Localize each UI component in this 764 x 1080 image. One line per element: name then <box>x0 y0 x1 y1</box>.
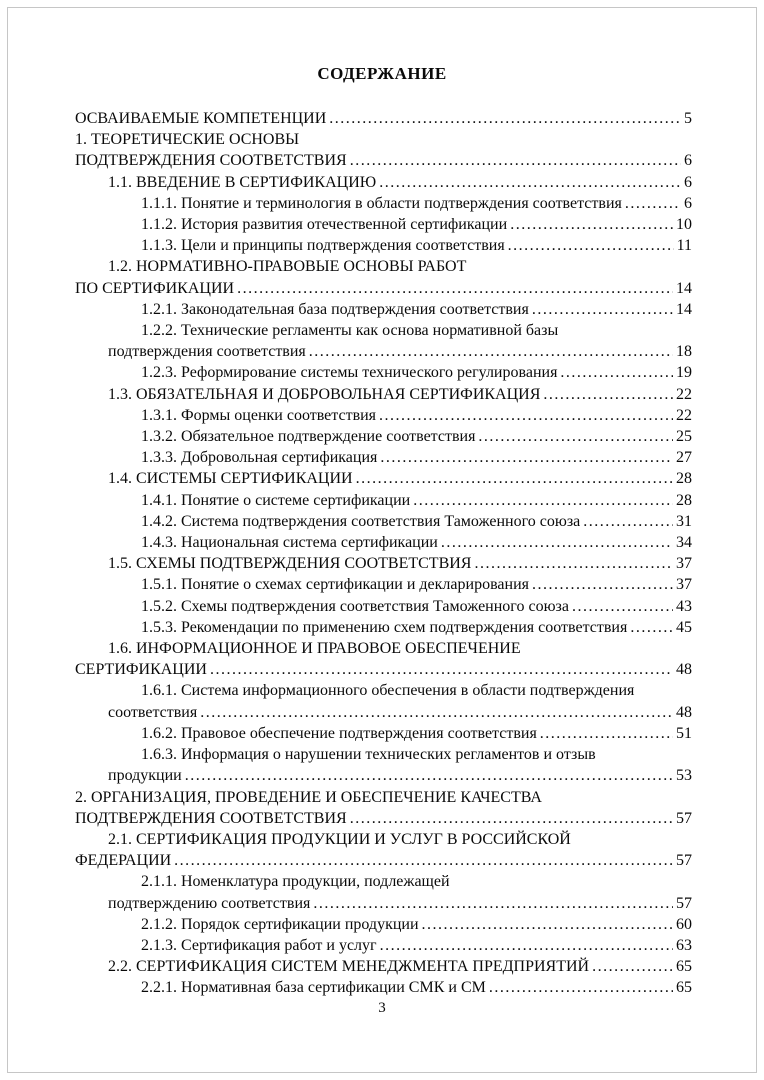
toc-line-text: 1.6.3. Информация о нарушении технических регламентов и отзыв <box>141 746 596 764</box>
toc-line-text: 1.5.3. Рекомендации по применению схем подтверждения соответствия <box>141 618 628 636</box>
toc-line <box>75 490 692 511</box>
dot-leader <box>313 893 673 914</box>
toc-line <box>75 256 692 277</box>
toc-line <box>75 532 692 553</box>
toc-line <box>75 193 692 214</box>
toc-line-text: ОСВАИВАЕМЫЕ КОМПЕТЕНЦИИ <box>75 110 327 127</box>
toc-line-page: 18 <box>676 343 692 361</box>
dot-leader <box>474 553 673 574</box>
dot-leader <box>489 977 673 998</box>
toc-line-page: 6 <box>684 152 692 170</box>
toc-line-text: продукции <box>108 767 182 785</box>
toc-line-page: 48 <box>676 661 692 679</box>
toc-line-page: 65 <box>676 958 692 976</box>
toc-line-text: 2.1.3. Сертификация работ и услуг <box>141 936 377 954</box>
toc-line-page: 65 <box>676 979 692 997</box>
toc-line-text: 2.1. СЕРТИФИКАЦИЯ ПРОДУКЦИИ И УСЛУГ В РОССИЙСКОЙ <box>108 830 571 848</box>
toc-line-page: 57 <box>676 852 692 870</box>
toc-line-page: 14 <box>676 300 692 318</box>
toc-title: СОДЕРЖАНИЕ <box>317 64 447 83</box>
toc-line-page: 14 <box>676 279 692 297</box>
dot-leader <box>630 617 673 638</box>
toc-line <box>75 511 692 532</box>
dot-leader <box>350 150 681 171</box>
toc-line <box>75 935 692 956</box>
dot-leader <box>625 193 681 214</box>
toc-line-page: 60 <box>676 915 692 933</box>
toc-line <box>75 299 692 320</box>
toc-line <box>75 468 692 489</box>
toc-line <box>75 320 692 341</box>
dot-leader <box>309 341 673 362</box>
dot-leader <box>174 850 673 871</box>
toc-line-text: 1.5.1. Понятие о схемах сертификации и декларирования <box>141 576 529 594</box>
dot-leader <box>592 956 673 977</box>
toc-line <box>75 787 692 808</box>
toc-line-text: соответствия <box>108 703 198 721</box>
toc-line-text: 1.4.3. Национальная система сертификации <box>141 534 438 552</box>
toc-line-page: 19 <box>676 364 692 382</box>
toc-line-page: 27 <box>676 449 692 467</box>
toc-line-text: 1.2.3. Реформирование системы технического регулирования <box>141 364 558 382</box>
dot-leader <box>422 914 673 935</box>
page-number: 3 <box>378 1000 386 1016</box>
toc-line <box>75 278 692 299</box>
toc-line-page: 37 <box>676 576 692 594</box>
dot-leader <box>413 490 673 511</box>
toc-line-text: 1.2.1. Законодательная база подтверждения соответствия <box>141 300 529 318</box>
dot-leader <box>478 426 673 447</box>
toc-line <box>75 893 692 914</box>
toc-line <box>75 871 692 892</box>
toc-line-page: 10 <box>676 216 692 234</box>
dot-leader <box>210 659 673 680</box>
toc-line <box>75 108 692 129</box>
dot-leader <box>380 935 673 956</box>
dot-leader <box>329 108 681 129</box>
toc-line-page: 51 <box>676 724 692 742</box>
toc-line-page: 11 <box>676 237 692 255</box>
toc-line <box>75 341 692 362</box>
toc-line <box>75 235 692 256</box>
toc-line-text: 2. ОРГАНИЗАЦИЯ, ПРОВЕДЕНИЕ И ОБЕСПЕЧЕНИЕ КАЧЕСТВА <box>75 788 542 806</box>
toc-line <box>75 744 692 765</box>
toc-line <box>75 447 692 468</box>
toc-line <box>75 765 692 786</box>
toc-line-text: 1.1. ВВЕДЕНИЕ В СЕРТИФИКАЦИЮ <box>108 173 377 191</box>
toc-line-text: ПОДТВЕРЖДЕНИЯ СООТВЕТСТВИЯ <box>75 152 347 170</box>
dot-leader <box>237 278 673 299</box>
dot-leader <box>572 596 673 617</box>
toc-line-text: 1.4.2. Система подтверждения соответствия Таможенного союза <box>141 512 581 530</box>
toc-line-text: 2.2. СЕРТИФИКАЦИЯ СИСТЕМ МЕНЕДЖМЕНТА ПРЕДПРИЯТИЙ <box>108 958 590 976</box>
toc-line-text: 1.4. СИСТЕМЫ СЕРТИФИКАЦИИ <box>108 470 353 488</box>
toc-line <box>75 850 692 871</box>
toc-line-page: 6 <box>684 194 692 212</box>
toc-line <box>75 574 692 595</box>
toc-line-text: 1.6. ИНФОРМАЦИОННОЕ И ПРАВОВОЕ ОБЕСПЕЧЕНИЕ <box>108 640 521 658</box>
dot-leader <box>540 723 673 744</box>
toc-line <box>75 723 692 744</box>
toc-line-text: 1.3. ОБЯЗАТЕЛЬНАЯ И ДОБРОВОЛЬНАЯ СЕРТИФИКАЦИЯ <box>108 385 541 403</box>
dot-leader <box>356 468 673 489</box>
dot-leader <box>380 447 673 468</box>
toc-line <box>75 617 692 638</box>
toc-line-page: 34 <box>676 534 692 552</box>
toc-line-page: 37 <box>676 555 692 573</box>
toc-line-text: 1.3.3. Добровольная сертификация <box>141 449 378 467</box>
toc-line <box>75 808 692 829</box>
toc-line <box>75 426 692 447</box>
toc-line-page: 28 <box>676 470 692 488</box>
dot-leader <box>532 299 673 320</box>
toc-line-page: 63 <box>676 936 692 954</box>
toc-line <box>75 405 692 426</box>
toc-line-page: 57 <box>676 894 692 912</box>
toc-line <box>75 702 692 723</box>
toc-line <box>75 596 692 617</box>
toc-line-text: подтверждению соответствия <box>108 894 311 912</box>
toc-line-text: 1.3.2. Обязательное подтверждение соответствия <box>141 428 476 446</box>
toc-line-text: 1.5.2. Схемы подтверждения соответствия Таможенного союза <box>141 597 569 615</box>
toc-line <box>75 680 692 701</box>
toc-line-text: ФЕДЕРАЦИИ <box>75 852 172 870</box>
toc-line <box>75 384 692 405</box>
toc-line <box>75 214 692 235</box>
toc-line-text: 1.2. НОРМАТИВНО-ПРАВОВЫЕ ОСНОВЫ РАБОТ <box>108 258 467 276</box>
toc-line <box>75 659 692 680</box>
toc-line-page: 45 <box>676 618 692 636</box>
toc-line-text: 1.6.2. Правовое обеспечение подтверждения соответствия <box>141 724 537 742</box>
toc-line-text: ПО СЕРТИФИКАЦИИ <box>75 279 235 297</box>
dot-leader <box>350 808 673 829</box>
toc-line <box>75 553 692 574</box>
toc-line-page: 22 <box>676 406 692 424</box>
dot-leader <box>185 765 673 786</box>
toc-line-page: 6 <box>684 173 692 191</box>
toc-line-text: подтверждения соответствия <box>108 343 306 361</box>
toc-line <box>75 129 692 150</box>
toc-line-page: 31 <box>676 512 692 530</box>
toc-line-text: 1.2.2. Технические регламенты как основа нормативной базы <box>141 322 559 340</box>
toc-line <box>75 150 692 171</box>
toc-line-page: 25 <box>676 428 692 446</box>
dot-leader <box>532 574 673 595</box>
dot-leader <box>441 532 673 553</box>
toc-line <box>75 638 692 659</box>
toc-line-text: 1.3.1. Формы оценки соответствия <box>141 406 377 424</box>
toc-line <box>75 977 692 998</box>
toc-line-text: 2.1.2. Порядок сертификации продукции <box>141 915 419 933</box>
dot-leader <box>379 172 681 193</box>
dot-leader <box>543 384 673 405</box>
toc-line-text: 2.2.1. Нормативная база сертификации СМК и СМ <box>141 979 486 997</box>
toc-line-page: 28 <box>676 491 692 509</box>
toc-line-text: 1.5. СХЕМЫ ПОДТВЕРЖДЕНИЯ СООТВЕТСТВИЯ <box>108 555 472 573</box>
toc-line-text: 1.1.2. История развития отечественной сертификации <box>141 216 508 234</box>
toc-line-text: 1.6.1. Система информационного обеспечения в области подтверждения <box>141 682 635 700</box>
toc-line-text: 1.4.1. Понятие о системе сертификации <box>141 491 411 509</box>
toc-line-page: 43 <box>676 597 692 615</box>
dot-leader <box>510 214 673 235</box>
toc-line-text: 1. ТЕОРЕТИЧЕСКИЕ ОСНОВЫ <box>75 131 300 149</box>
toc-line-text: СЕРТИФИКАЦИИ <box>75 661 207 679</box>
dot-leader <box>583 511 673 532</box>
dot-leader <box>200 702 673 723</box>
toc-line-page: 5 <box>684 110 692 127</box>
toc-list <box>75 108 692 999</box>
toc-line <box>75 172 692 193</box>
toc-line-text: ПОДТВЕРЖДЕНИЯ СООТВЕТСТВИЯ <box>75 809 347 827</box>
toc-line-page: 22 <box>676 385 692 403</box>
toc-line <box>75 829 692 850</box>
toc-line <box>75 914 692 935</box>
toc-line-page: 57 <box>676 809 692 827</box>
toc-line-text: 1.1.1. Понятие и терминология в области подтверждения соответствия <box>141 194 622 212</box>
toc-line <box>75 956 692 977</box>
toc-line-text: 2.1.1. Номенклатура продукции, подлежащей <box>141 873 450 891</box>
toc-line <box>75 362 692 383</box>
dot-leader <box>379 405 673 426</box>
dot-leader <box>560 362 673 383</box>
dot-leader <box>508 235 674 256</box>
toc-line-page: 48 <box>676 703 692 721</box>
toc-line-text: 1.1.3. Цели и принципы подтверждения соответствия <box>141 237 505 255</box>
toc-line-page: 53 <box>676 767 692 785</box>
